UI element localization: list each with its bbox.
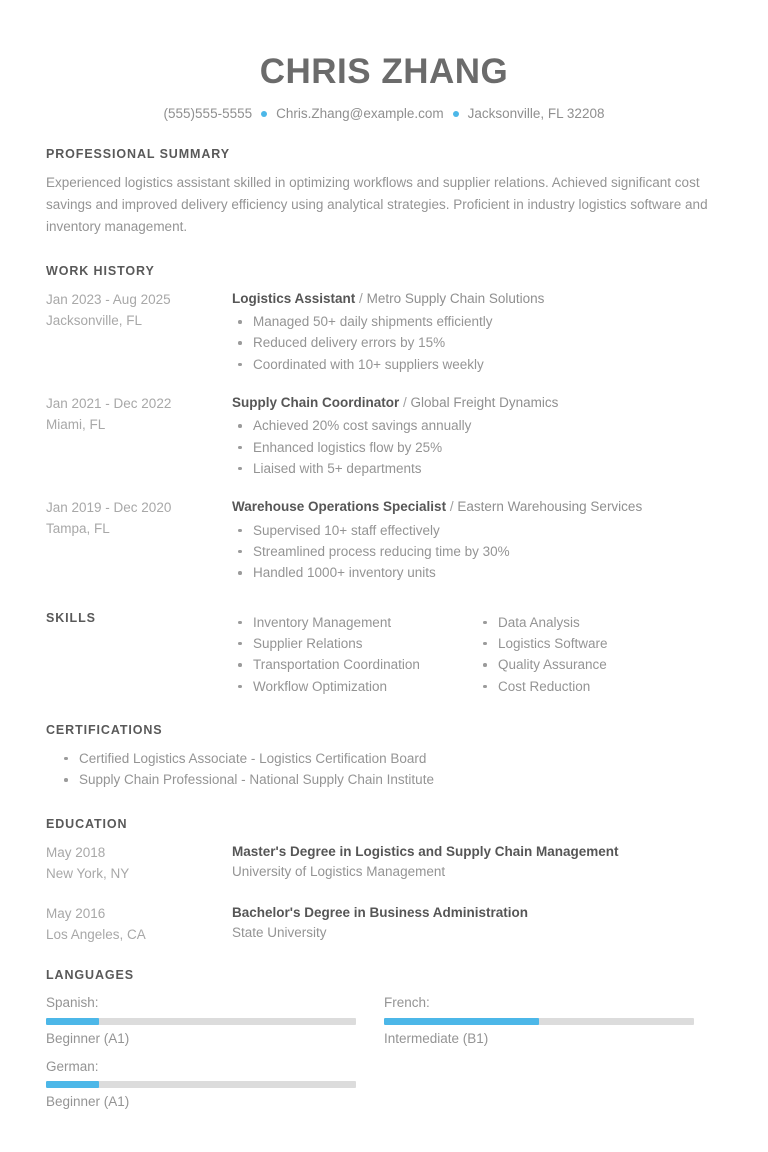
- work-entry-bullets: [232, 311, 722, 375]
- work-entry-title: Warehouse Operations Specialist: [232, 499, 447, 515]
- work-entry-heading: [232, 289, 722, 309]
- work-entry-title: Supply Chain Coordinator: [232, 395, 400, 411]
- skill-item: Data Analysis: [477, 612, 722, 633]
- section-title-languages: LANGUAGES: [46, 967, 134, 982]
- education-school: University of Logistics Management: [232, 864, 446, 880]
- certifications-list: [58, 748, 722, 791]
- work-entry-company: Metro Supply Chain Solutions: [366, 290, 545, 306]
- work-bullet: Streamlined process reducing time by 30%: [232, 541, 722, 562]
- work-entry-separator: /: [403, 395, 407, 411]
- section-skills: [46, 610, 722, 697]
- work-entry-heading: [232, 497, 722, 517]
- education-entry-dates: May 2016: [46, 905, 106, 921]
- resume-header: [46, 0, 722, 121]
- section-education: [46, 817, 722, 946]
- email-text: Chris.Zhang@example.com: [276, 106, 444, 122]
- work-entry-location: Jacksonville, FL: [46, 312, 143, 328]
- section-title-work-history: WORK HISTORY: [46, 263, 155, 278]
- certification-item: Supply Chain Professional - National Supply Chain Institute: [58, 769, 722, 791]
- summary-text: Experienced logistics assistant skilled in optimizing workflows and supplier relations. Achieved significant cost savings and improved delivery efficiency using analytical strategies. Proficient in industry logistics software and inventory management.: [46, 175, 708, 234]
- skills-row: [46, 610, 722, 697]
- section-work-history: [46, 264, 722, 584]
- skill-item: Workflow Optimization: [232, 676, 477, 697]
- work-entry-title: Logistics Assistant: [232, 290, 356, 306]
- work-bullet: Achieved 20% cost savings annually: [232, 415, 722, 436]
- language-proficiency-fill: [384, 1018, 539, 1025]
- work-entry-body: [232, 289, 722, 375]
- work-entry-bullets: [232, 415, 722, 479]
- work-entry-meta: [46, 393, 232, 436]
- work-entry-location: Miami, FL: [46, 416, 106, 432]
- language-proficiency-track: [46, 1081, 356, 1088]
- education-degree: Bachelor's Degree in Business Administration: [232, 904, 529, 920]
- work-bullet: Reduced delivery errors by 15%: [232, 332, 722, 353]
- location-text: Jacksonville, FL 32208: [467, 106, 605, 122]
- work-entry-dates: Jan 2019 - Dec 2020: [46, 500, 172, 516]
- work-bullet: Enhanced logistics flow by 25%: [232, 437, 722, 458]
- work-entry-body: [232, 497, 722, 583]
- skills-title-column: [46, 610, 232, 625]
- language-proficiency-fill: [46, 1018, 99, 1025]
- language-name: French:: [384, 994, 430, 1010]
- language-proficiency-track: [384, 1018, 694, 1025]
- skills-columns: [232, 610, 722, 697]
- education-school: State University: [232, 925, 327, 941]
- skill-item: Supplier Relations: [232, 633, 477, 654]
- bullet-dot-icon: [453, 111, 459, 117]
- language-proficiency-track: [46, 1018, 356, 1025]
- work-entry: [46, 497, 722, 583]
- section-languages: [46, 968, 722, 1121]
- work-bullet: Handled 1000+ inventory units: [232, 562, 722, 583]
- section-professional-summary: [46, 147, 722, 238]
- education-entry: [46, 842, 722, 885]
- education-degree: Master's Degree in Logistics and Supply Chain Management: [232, 844, 619, 860]
- work-entry-dates: Jan 2023 - Aug 2025: [46, 291, 171, 307]
- skill-item: Logistics Software: [477, 633, 722, 654]
- language-level: Beginner (A1): [46, 1030, 130, 1046]
- languages-grid: [46, 993, 722, 1121]
- section-title-certifications: CERTIFICATIONS: [46, 722, 163, 737]
- skills-list-2: [477, 612, 722, 697]
- education-entry-location: New York, NY: [46, 865, 130, 881]
- section-title-skills: SKILLS: [46, 610, 96, 625]
- work-entry-bullets: [232, 520, 722, 584]
- work-bullet: Coordinated with 10+ suppliers weekly: [232, 354, 722, 375]
- skill-item: Transportation Coordination: [232, 654, 477, 675]
- work-entry-separator: /: [449, 499, 454, 515]
- education-entry-meta: [46, 842, 232, 885]
- work-entry-separator: /: [359, 290, 363, 306]
- language-proficiency-fill: [46, 1081, 99, 1088]
- language-name: Spanish:: [46, 994, 99, 1010]
- work-entry: [46, 289, 722, 375]
- work-entry-body: [232, 393, 722, 479]
- language-item: [46, 1057, 384, 1114]
- skills-column-1: [232, 610, 477, 697]
- language-name: German:: [46, 1058, 99, 1074]
- work-entry-location: Tampa, FL: [46, 521, 110, 537]
- work-entry-company: Eastern Warehousing Services: [457, 499, 643, 515]
- education-entry-body: [232, 903, 722, 944]
- work-entry: [46, 393, 722, 479]
- education-entry-meta: [46, 903, 232, 946]
- work-bullet: Managed 50+ daily shipments efficiently: [232, 311, 722, 332]
- phone-text: (555)555-5555: [163, 106, 253, 122]
- language-item: [384, 993, 722, 1050]
- section-certifications: [46, 723, 722, 791]
- skill-item: Quality Assurance: [477, 654, 722, 675]
- section-title-education: EDUCATION: [46, 817, 128, 832]
- contact-line: [46, 106, 722, 121]
- certification-item: Certified Logistics Associate - Logistics Certification Board: [58, 748, 722, 770]
- education-entry-dates: May 2018: [46, 845, 106, 861]
- skill-item: Cost Reduction: [477, 676, 722, 697]
- skills-column-2: [477, 610, 722, 697]
- candidate-name: CHRIS ZHANG: [259, 52, 509, 91]
- education-entry-location: Los Angeles, CA: [46, 926, 146, 942]
- skill-item: Inventory Management: [232, 612, 477, 633]
- work-entry-heading: [232, 393, 722, 413]
- work-bullet: Liaised with 5+ departments: [232, 458, 722, 479]
- language-level: Beginner (A1): [46, 1094, 130, 1110]
- education-entry-body: [232, 842, 722, 883]
- work-entry-dates: Jan 2021 - Dec 2022: [46, 396, 172, 412]
- work-entry-meta: [46, 289, 232, 332]
- section-title-summary: PROFESSIONAL SUMMARY: [46, 147, 230, 162]
- work-entry-meta: [46, 497, 232, 540]
- skills-list-1: [232, 612, 477, 697]
- work-entry-company: Global Freight Dynamics: [410, 395, 559, 411]
- education-entry: [46, 903, 722, 946]
- bullet-dot-icon: [261, 111, 267, 117]
- language-item: [46, 993, 384, 1050]
- language-level: Intermediate (B1): [384, 1030, 489, 1046]
- work-bullet: Supervised 10+ staff effectively: [232, 520, 722, 541]
